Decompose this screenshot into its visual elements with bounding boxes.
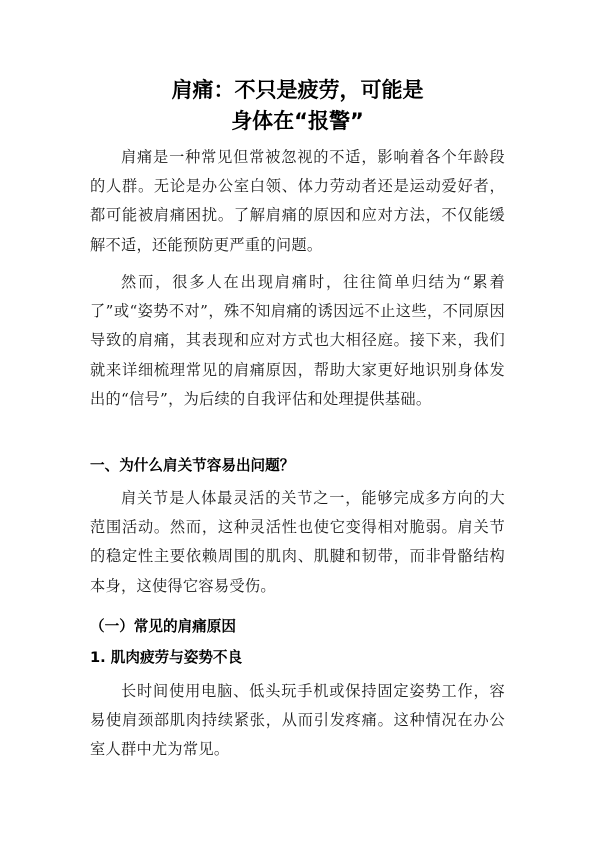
subsection-heading: （一）常见的肩痛原因 — [90, 618, 236, 635]
document-title-line-1: 肩痛：不只是疲劳，可能是 — [171, 78, 424, 102]
intro-paragraph: 肩痛是一种常见但常被忽视的不适，影响着各个年龄段的人群。无论是办公室白领、体力劳动者还是运动爱好者，都可能被肩痛困扰。了解肩痛的原因和应对方法，不仅能缓解不适，还能预防更严重的问题。 — [90, 148, 505, 254]
shoulder-joint-paragraph: 肩关节是人体最灵活的关节之一，能够完成多方向的大范围活动。然而，这种灵活性也使它变得相对脆弱。肩关节的稳定性主要依赖周围的肌肉、肌腱和韧带，而非骨骼结构本身，这使得它容易受伤。 — [90, 489, 505, 595]
muscle-fatigue-paragraph: 长时间使用电脑、低头玩手机或保持固定姿势工作，容易使肩颈部肌肉持续紧张，从而引发疼痛。这种情况在办公室人群中尤为常见。 — [90, 682, 505, 759]
section-heading: 一、为什么肩关节容易出问题？ — [90, 457, 295, 474]
item-heading: 1. 肌肉疲劳与姿势不良 — [90, 649, 243, 666]
document-title-line-2: 身体在“报警” — [231, 109, 364, 133]
context-paragraph: 然而，很多人在出现肩痛时，往往简单归结为“累着了”或“姿势不对”，殊不知肩痛的诱因远不止这些，不同原因导致的肩痛，其表现和应对方式也大相径庭。接下来，我们就来详细梳理常见的肩痛原因，帮助大家更好地识别身体发出的“信号”，为后续的自我评估和处理提供基础。 — [90, 273, 505, 408]
